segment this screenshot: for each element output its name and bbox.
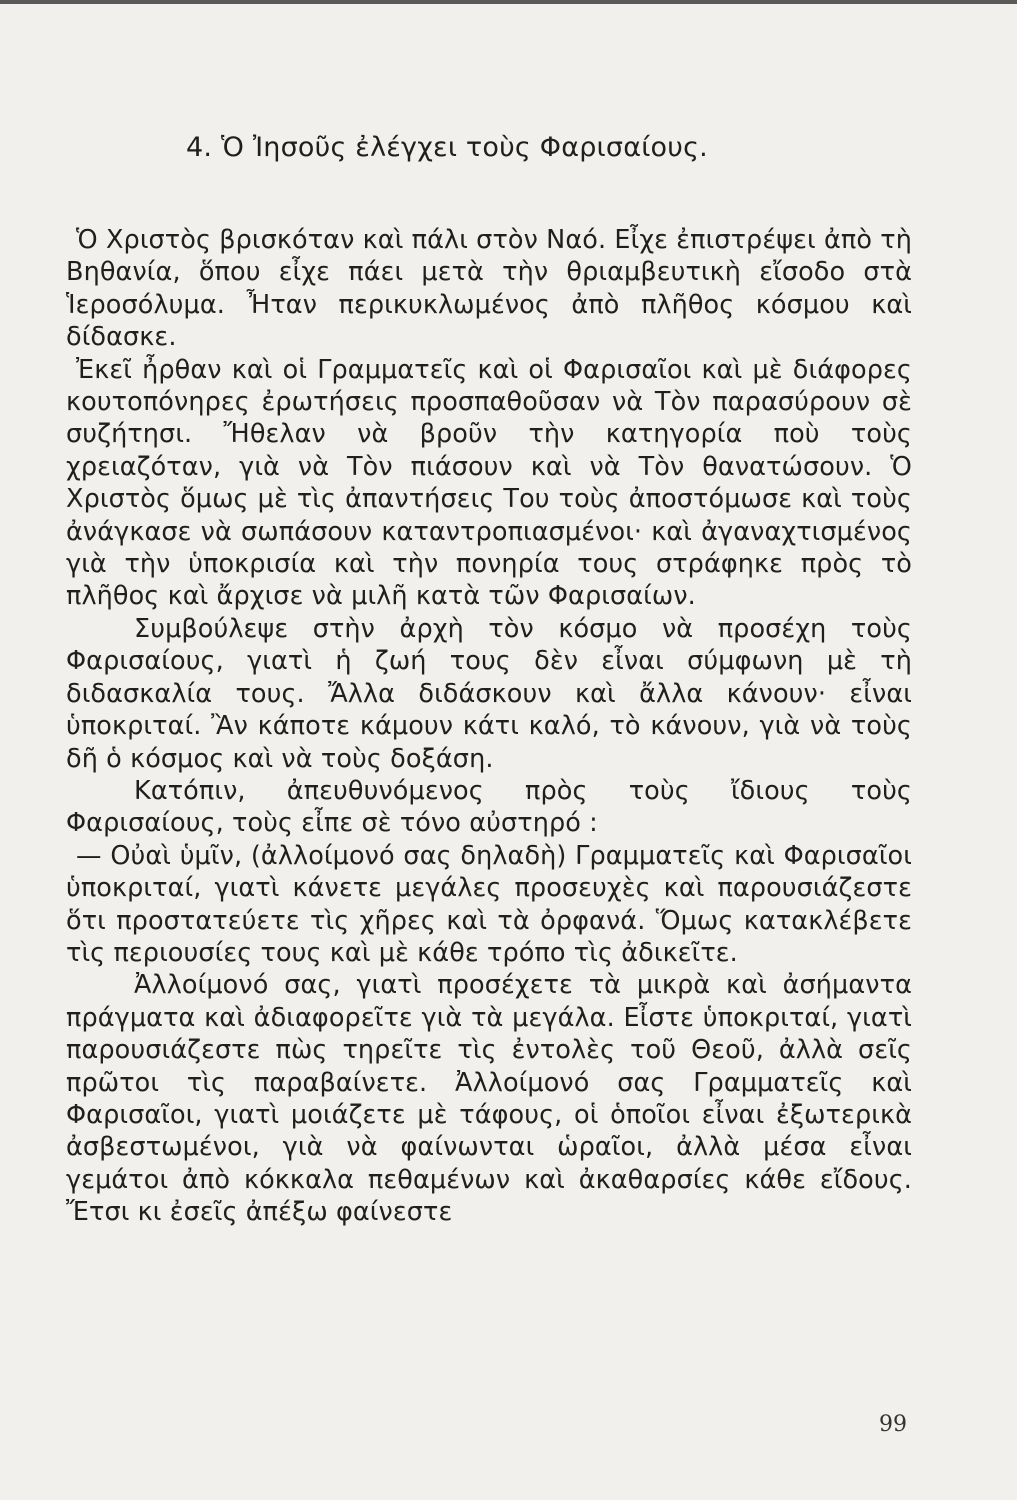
section-heading: 4. Ὁ Ἰησοῦς ἐλέγχει τοὺς Φαρισαίους.: [186, 132, 708, 163]
paragraph: — Οὐαὶ ὑμῖν, (ἀλλοίμονό σας δηλαδὴ) Γραμματεῖς καὶ Φαρισαῖοι ὑποκριταί, γιατὶ κάνετε μεγάλες προσευχὲς καὶ παρουσιάζεστε ὅτι προστατεύετε τὶς χῆρες καὶ τὰ ὀρφανά. Ὅμως κατακλέβετε τὶς περιουσίες τους καὶ μὲ κάθε τρόπο τὶς ἀδικεῖτε.: [66, 840, 912, 968]
paragraph: Ὁ Χριστὸς βρισκόταν καὶ πάλι στὸν Ναό. Εἶχε ἐπιστρέψει ἀπὸ τὴ Βηθανία, ὅπου εἶχε πάει μετὰ τὴν θριαμβευτικὴ εἴσοδο στὰ Ἱεροσόλυμα. Ἦταν περικυκλωμένος ἀπὸ πλῆθος κόσμου καὶ δίδασκε.: [66, 225, 912, 353]
book-page: [66, 128, 912, 1468]
paragraph: Κατόπιν, ἀπευθυνόμενος πρὸς τοὺς ἴδιους τοὺς Φαρισαίους, τοὺς εἶπε σὲ τόνο αὐστηρό :: [66, 775, 912, 839]
body-text: [66, 224, 912, 1229]
paragraph: Ἐκεῖ ἦρθαν καὶ οἱ Γραμματεῖς καὶ οἱ Φαρισαῖοι καὶ μὲ διάφορες κουτοπόνηρες ἐρωτήσεις προσπαθοῦσαν νὰ Τὸν παρασύρουν σὲ συζήτησι. Ἤθελαν νὰ βροῦν τὴν κατηγορία ποὺ τοὺς χρειαζόταν, γιὰ νὰ Τὸν πιάσουν καὶ νὰ Τὸν θανατώσουν. Ὁ Χριστὸς ὅμως μὲ τὶς ἀπαντήσεις Του τοὺς ἀποστόμωσε καὶ τοὺς ἀνάγκασε νὰ σωπάσουν καταντροπιασμένοι· καὶ ἀγαναχτισμένος γιὰ τὴν ὑποκρισία καὶ τὴν πονηρία τους στράφηκε πρὸς τὸ πλῆθος καὶ ἄρχισε νὰ μιλῆ κατὰ τῶν Φαρισαίων.: [66, 354, 912, 612]
paragraph: Ἀλλοίμονό σας, γιατὶ προσέχετε τὰ μικρὰ καὶ ἀσήμαντα πράγματα καὶ ἀδιαφορεῖτε γιὰ τὰ μεγάλα. Εἶστε ὑποκριταί, γιατὶ παρουσιάζεστε πὼς τηρεῖτε τὶς ἐντολὲς τοῦ Θεοῦ, ἀλλὰ σεῖς πρῶτοι τὶς παραβαίνετε. Ἀλλοίμονό σας Γραμματεῖς καὶ Φαρισαῖοι, γιατὶ μοιάζετε μὲ τάφους, οἱ ὁποῖοι εἶναι ἐξωτερικὰ ἀσβεστωμένοι, γιὰ νὰ φαίνωνται ὡραῖοι, ἀλλὰ μέσα εἶναι γεμάτοι ἀπὸ κόκκαλα πεθαμένων καὶ ἀκαθαρσίες κάθε εἴδους. Ἔτσι κι ἐσεῖς ἀπέξω φαίνεστε: [66, 970, 912, 1228]
scan-top-edge: [0, 0, 1017, 4]
paragraph: Συμβούλεψε στὴν ἀρχὴ τὸν κόσμο νὰ προσέχη τοὺς Φαρισαίους, γιατὶ ἡ ζωή τους δὲν εἶναι σύμφωνη μὲ τὴ διδασκαλία τους. Ἄλλα διδάσκουν καὶ ἄλλα κάνουν· εἶναι ὑποκριταί. Ἂν κάποτε κάμουν κάτι καλό, τὸ κάνουν, γιὰ νὰ τοὺς δῆ ὁ κόσμος καὶ νὰ τοὺς δοξάση.: [66, 613, 912, 774]
page-number: 99: [879, 1412, 907, 1437]
